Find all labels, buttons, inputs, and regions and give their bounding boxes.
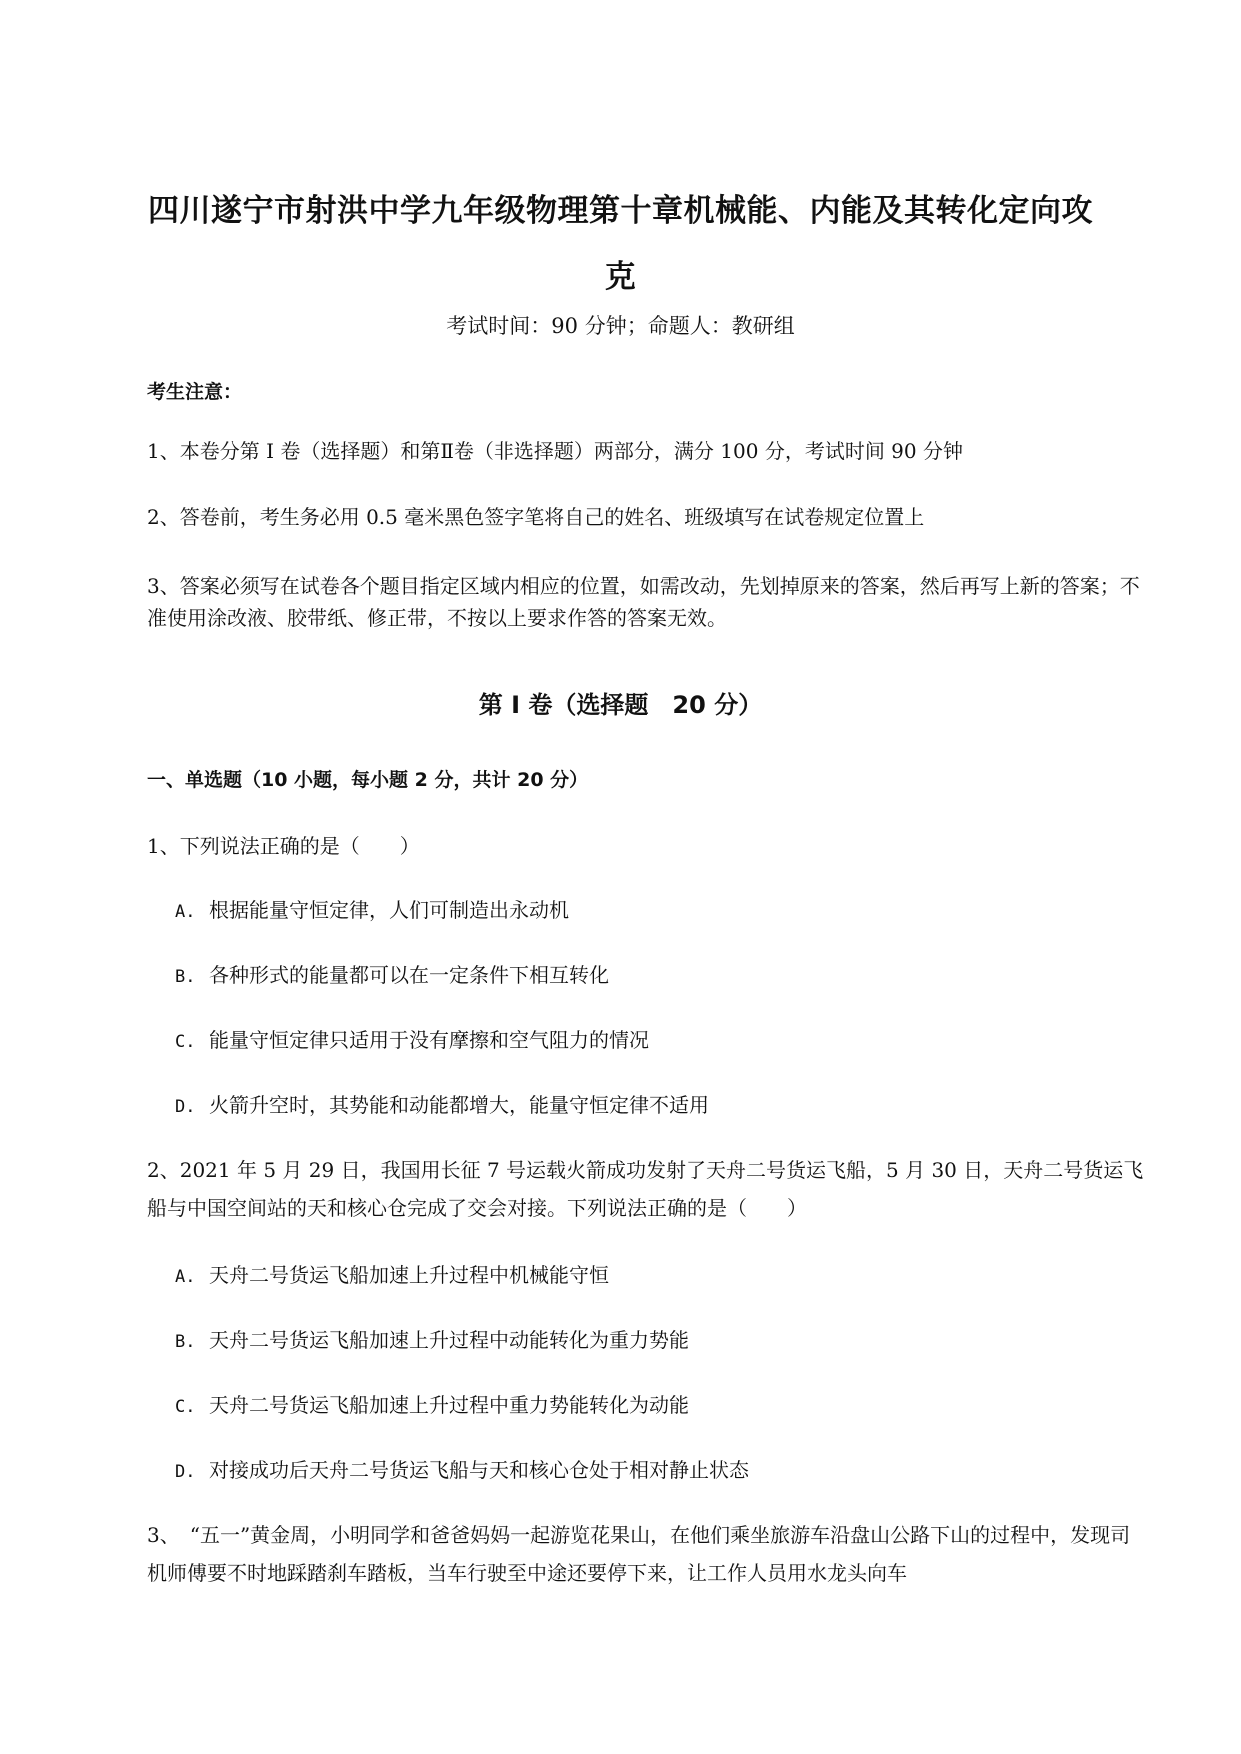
question-option	[175, 1325, 689, 1357]
notice-item: 2、答卷前，考生务必用 0.5 毫米黑色签字笔将自己的姓名、班级填写在试卷规定位置上	[147, 505, 925, 529]
question-stem: 2、2021 年 5 月 29 日，我国用长征 7 号运载火箭成功发射了天舟二号货运飞船，5 月 30 日，天舟二号货运飞船与中国空间站的天和核心仓完成了交会对接。下列说法正确的是（ ）	[147, 1158, 1144, 1220]
option-text: 对接成功后天舟二号货运飞船与天和核心仓处于相对静止状态	[209, 1458, 749, 1482]
option-letter: C.	[175, 1397, 196, 1417]
section-title: 第 I 卷（选择题 20 分）	[478, 691, 763, 719]
option-text: 天舟二号货运飞船加速上升过程中重力势能转化为动能	[209, 1393, 689, 1417]
part-heading: 一、单选题（10 小题，每小题 2 分，共计 20 分）	[147, 769, 589, 791]
question-option	[175, 895, 569, 927]
notice-item: 1、本卷分第 I 卷（选择题）和第Ⅱ卷（非选择题）两部分，满分 100 分，考试时间 90 分钟	[147, 439, 963, 463]
notice-item: 3、答案必须写在试卷各个题目指定区域内相应的位置，如需改动，先划掉原来的答案，然后再写上新的答案；不准使用涂改液、胶带纸、修正带，不按以上要求作答的答案无效。	[147, 574, 1140, 630]
option-letter: D.	[175, 1462, 196, 1482]
question-option	[175, 1390, 689, 1422]
exam-info: 考试时间：90 分钟；命题人：教研组	[446, 314, 795, 338]
option-text: 火箭升空时，其势能和动能都增大，能量守恒定律不适用	[209, 1093, 709, 1117]
option-text: 天舟二号货运飞船加速上升过程中动能转化为重力势能	[209, 1328, 689, 1352]
notice-heading: 考生注意：	[147, 381, 243, 403]
question-stem: 3、 “五一”黄金周，小明同学和爸爸妈妈一起游览花果山，在他们乘坐旅游车沿盘山公路下山的过程中，发现司机师傅要不时地踩踏刹车踏板，当车行驶至中途还要停下来，让工作人员用水龙头向车	[147, 1523, 1131, 1585]
option-letter: A.	[175, 1267, 196, 1287]
option-text: 各种形式的能量都可以在一定条件下相互转化	[209, 963, 609, 987]
option-letter: B.	[175, 967, 196, 987]
question-option	[175, 1455, 749, 1487]
option-text: 能量守恒定律只适用于没有摩擦和空气阻力的情况	[209, 1028, 649, 1052]
option-letter: A.	[175, 902, 196, 922]
question-option	[175, 960, 609, 992]
option-text: 根据能量守恒定律，人们可制造出永动机	[209, 898, 569, 922]
question-option	[175, 1025, 649, 1057]
option-text: 天舟二号货运飞船加速上升过程中机械能守恒	[209, 1263, 609, 1287]
question-option	[175, 1090, 709, 1122]
option-letter: D.	[175, 1097, 196, 1117]
document-title: 四川遂宁市射洪中学九年级物理第十章机械能、内能及其转化定向攻克	[148, 193, 1093, 295]
option-letter: C.	[175, 1032, 196, 1052]
option-letter: B.	[175, 1332, 196, 1352]
question-option	[175, 1260, 609, 1292]
question-stem: 1、下列说法正确的是（ ）	[147, 834, 420, 858]
